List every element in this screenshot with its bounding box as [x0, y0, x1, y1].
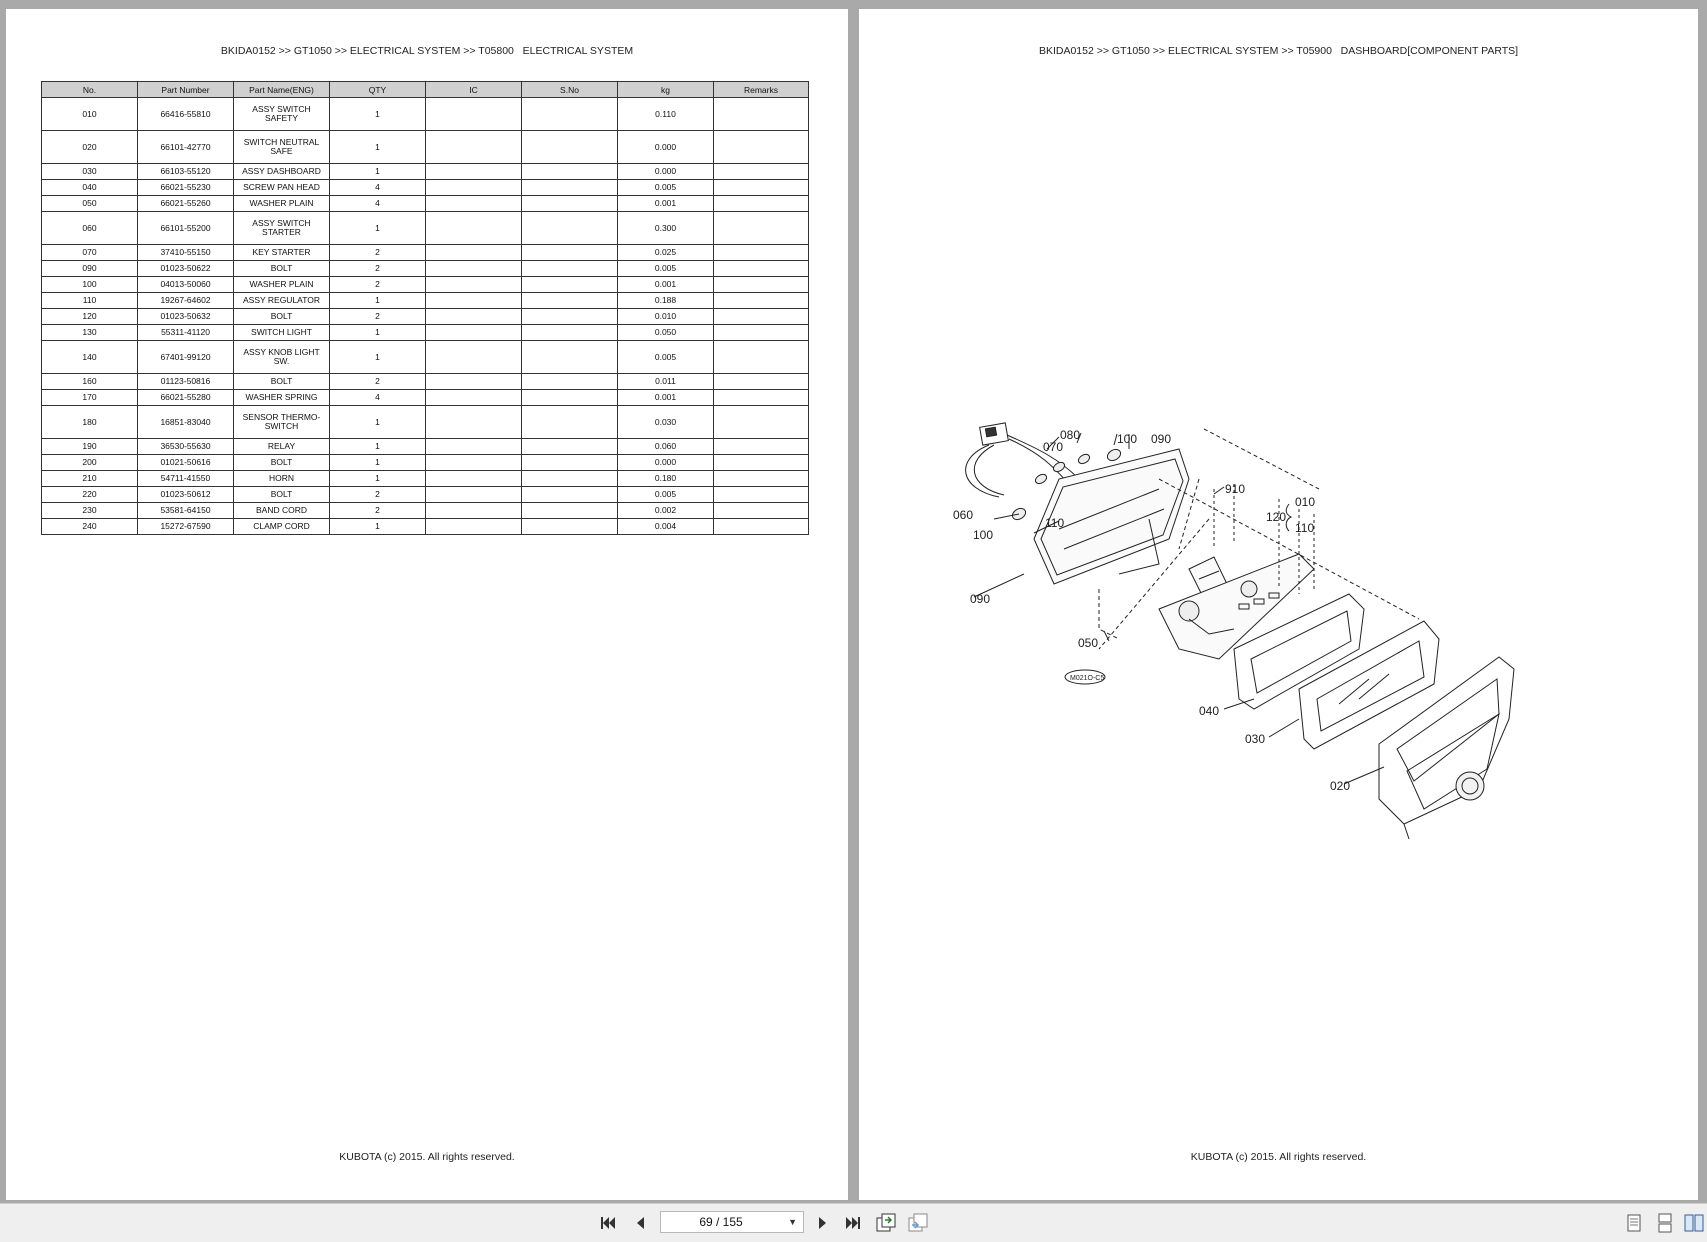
- parts-table: [41, 81, 809, 535]
- cell-ic: [426, 503, 522, 519]
- first-page-icon[interactable]: [597, 1212, 619, 1234]
- cell-no: 170: [42, 390, 138, 406]
- cell-kg: 0.000: [618, 455, 714, 471]
- cell-remarks: [714, 455, 809, 471]
- cell-qty: 1: [330, 519, 426, 535]
- cell-part: 01023-50622: [138, 261, 234, 277]
- cell-sno: [522, 519, 618, 535]
- cell-remarks: [714, 98, 809, 131]
- cell-kg: 0.300: [618, 212, 714, 245]
- table-row: [42, 325, 809, 341]
- cell-part: 15272-67590: [138, 519, 234, 535]
- cell-sno: [522, 439, 618, 455]
- next-page-icon[interactable]: [812, 1212, 834, 1234]
- cell-kg: 0.188: [618, 293, 714, 309]
- column-header: No.: [42, 82, 138, 98]
- cell-sno: [522, 212, 618, 245]
- cell-no: 070: [42, 245, 138, 261]
- cell-part: 01123-50816: [138, 374, 234, 390]
- callout-090-left: 090: [970, 592, 991, 606]
- callout-010: 010: [1295, 495, 1316, 509]
- cell-ic: [426, 519, 522, 535]
- cell-part: 66416-55810: [138, 98, 234, 131]
- single-page-view-icon[interactable]: [1623, 1212, 1645, 1234]
- cell-qty: 1: [330, 341, 426, 374]
- callout-040: 040: [1199, 704, 1220, 718]
- cell-remarks: [714, 471, 809, 487]
- table-header-row: [42, 82, 809, 98]
- cell-sno: [522, 293, 618, 309]
- right-footer: KUBOTA (c) 2015. All rights reserved.: [1190, 1151, 1367, 1163]
- cell-qty: 2: [330, 277, 426, 293]
- cell-part: 16851-83040: [138, 406, 234, 439]
- page-indicator: 69 / 155: [699, 1215, 743, 1229]
- cell-qty: 1: [330, 406, 426, 439]
- connector-block: [966, 423, 1009, 497]
- cell-sno: [522, 487, 618, 503]
- cell-sno: [522, 309, 618, 325]
- cell-qty: 2: [330, 309, 426, 325]
- cell-remarks: [714, 487, 809, 503]
- last-page-icon[interactable]: [842, 1212, 864, 1234]
- callout-100-left: 100: [973, 528, 994, 542]
- cell-no: 100: [42, 277, 138, 293]
- cell-remarks: [714, 309, 809, 325]
- cell-sno: [522, 164, 618, 180]
- column-header: S.No: [522, 82, 618, 98]
- cell-no: 210: [42, 471, 138, 487]
- cell-no: 230: [42, 503, 138, 519]
- table-row: [42, 390, 809, 406]
- cell-ic: [426, 196, 522, 212]
- table-row: [42, 261, 809, 277]
- cell-no: 050: [42, 196, 138, 212]
- chevron-down-icon[interactable]: ▼: [788, 1217, 797, 1227]
- table-row: [42, 503, 809, 519]
- cell-sno: [522, 180, 618, 196]
- cell-qty: 1: [330, 212, 426, 245]
- cell-remarks: [714, 277, 809, 293]
- cell-ic: [426, 439, 522, 455]
- cell-qty: 1: [330, 471, 426, 487]
- cell-name: SWITCH NEUTRAL SAFE: [234, 131, 330, 164]
- cell-ic: [426, 164, 522, 180]
- cell-kg: 0.110: [618, 98, 714, 131]
- right-breadcrumb: BKIDA0152 >> GT1050 >> ELECTRICAL SYSTEM >> T05900 DASHBOARD[COMPONENT PARTS]: [1038, 45, 1519, 57]
- cell-remarks: [714, 406, 809, 439]
- callout-020: 020: [1330, 779, 1351, 793]
- cell-part: 66021-55230: [138, 180, 234, 196]
- cell-qty: 1: [330, 98, 426, 131]
- two-page-view-icon[interactable]: [1683, 1212, 1705, 1234]
- cell-sno: [522, 390, 618, 406]
- cell-sno: [522, 325, 618, 341]
- cell-ic: [426, 131, 522, 164]
- viewer-toolbar: [0, 1203, 1707, 1242]
- grouping-brace: [1286, 504, 1291, 531]
- cell-qty: 1: [330, 325, 426, 341]
- cell-kg: 0.180: [618, 471, 714, 487]
- cell-kg: 0.000: [618, 131, 714, 164]
- cell-ic: [426, 487, 522, 503]
- cell-kg: 0.011: [618, 374, 714, 390]
- cell-part: 04013-50060: [138, 277, 234, 293]
- cell-ic: [426, 293, 522, 309]
- cell-part: 66101-42770: [138, 131, 234, 164]
- table-row: [42, 471, 809, 487]
- left-footer: KUBOTA (c) 2015. All rights reserved.: [339, 1151, 515, 1163]
- cell-no: 020: [42, 131, 138, 164]
- cell-ic: [426, 212, 522, 245]
- cell-kg: 0.001: [618, 196, 714, 212]
- cell-no: 130: [42, 325, 138, 341]
- cell-remarks: [714, 519, 809, 535]
- table-row: [42, 245, 809, 261]
- callout-110-group: 110: [1295, 521, 1315, 535]
- left-breadcrumb: BKIDA0152 >> GT1050 >> ELECTRICAL SYSTEM >> T05800 ELECTRICAL SYSTEM: [220, 45, 634, 57]
- cell-name: WASHER PLAIN: [234, 277, 330, 293]
- cell-name: SENSOR THERMO-SWITCH: [234, 406, 330, 439]
- cell-name: ASSY REGULATOR: [234, 293, 330, 309]
- cell-part: 55311-41120: [138, 325, 234, 341]
- cell-remarks: [714, 261, 809, 277]
- cell-ic: [426, 325, 522, 341]
- cell-ic: [426, 309, 522, 325]
- table-row: [42, 293, 809, 309]
- previous-page-icon[interactable]: [629, 1212, 651, 1234]
- cell-kg: 0.050: [618, 325, 714, 341]
- cell-kg: 0.001: [618, 390, 714, 406]
- table-row: [42, 374, 809, 390]
- cell-no: 010: [42, 98, 138, 131]
- cell-sno: [522, 98, 618, 131]
- cell-no: 220: [42, 487, 138, 503]
- cell-qty: 4: [330, 390, 426, 406]
- cell-remarks: [714, 374, 809, 390]
- cell-qty: 2: [330, 261, 426, 277]
- cell-sno: [522, 503, 618, 519]
- cell-qty: 1: [330, 293, 426, 309]
- cell-part: 01023-50612: [138, 487, 234, 503]
- cell-kg: 0.001: [618, 277, 714, 293]
- stamp-text: M021O-C5: [1070, 675, 1105, 682]
- table-row: [42, 406, 809, 439]
- cell-qty: 4: [330, 180, 426, 196]
- cell-ic: [426, 245, 522, 261]
- table-row: [42, 164, 809, 180]
- table-row: [42, 277, 809, 293]
- cell-no: 190: [42, 439, 138, 455]
- table-row: [42, 196, 809, 212]
- cell-ic: [426, 341, 522, 374]
- table-row: [42, 341, 809, 374]
- cell-ic: [426, 406, 522, 439]
- cell-sno: [522, 277, 618, 293]
- cell-no: 110: [42, 293, 138, 309]
- cell-part: 19267-64602: [138, 293, 234, 309]
- callout-100-top: 100: [1117, 432, 1138, 446]
- cell-remarks: [714, 164, 809, 180]
- cell-sno: [522, 196, 618, 212]
- cell-name: CLAMP CORD: [234, 519, 330, 535]
- callout-110: 110: [1045, 516, 1065, 530]
- cell-name: BOLT: [234, 261, 330, 277]
- cell-name: BOLT: [234, 309, 330, 325]
- cell-qty: 1: [330, 164, 426, 180]
- fit-width-icon[interactable]: [875, 1212, 897, 1234]
- cell-no: 160: [42, 374, 138, 390]
- cell-name: BOLT: [234, 455, 330, 471]
- page-number-field[interactable]: [660, 1211, 804, 1233]
- callout-120: 120: [1266, 510, 1287, 524]
- continuous-view-icon[interactable]: [1654, 1212, 1676, 1234]
- cell-sno: [522, 374, 618, 390]
- table-row: [42, 180, 809, 196]
- cell-part: 66021-55280: [138, 390, 234, 406]
- cell-no: 140: [42, 341, 138, 374]
- cell-ic: [426, 390, 522, 406]
- cell-ic: [426, 98, 522, 131]
- right-page: [859, 9, 1698, 1200]
- cell-kg: 0.030: [618, 406, 714, 439]
- callout-030: 030: [1245, 732, 1266, 746]
- column-header: kg: [618, 82, 714, 98]
- cell-ic: [426, 277, 522, 293]
- cell-ic: [426, 455, 522, 471]
- cell-part: 66021-55260: [138, 196, 234, 212]
- callout-080: 080: [1060, 428, 1081, 442]
- cell-kg: 0.002: [618, 503, 714, 519]
- cell-kg: 0.005: [618, 261, 714, 277]
- callout-060: 060: [953, 508, 974, 522]
- cell-part: 66103-55120: [138, 164, 234, 180]
- cell-no: 060: [42, 212, 138, 245]
- callout-070: 070: [1043, 440, 1064, 454]
- cell-ic: [426, 374, 522, 390]
- column-header: Remarks: [714, 82, 809, 98]
- cell-no: 120: [42, 309, 138, 325]
- cell-name: RELAY: [234, 439, 330, 455]
- cell-remarks: [714, 325, 809, 341]
- fit-page-icon[interactable]: [907, 1212, 929, 1234]
- cell-kg: 0.004: [618, 519, 714, 535]
- cell-name: ASSY KNOB LIGHT SW.: [234, 341, 330, 374]
- cell-ic: [426, 471, 522, 487]
- cell-qty: 1: [330, 439, 426, 455]
- cell-part: 54711-41550: [138, 471, 234, 487]
- cell-part: 01023-50632: [138, 309, 234, 325]
- cell-qty: 1: [330, 455, 426, 471]
- column-header: QTY: [330, 82, 426, 98]
- cell-kg: 0.005: [618, 487, 714, 503]
- cell-name: ASSY SWITCH SAFETY: [234, 98, 330, 131]
- table-row: [42, 212, 809, 245]
- cell-qty: 2: [330, 374, 426, 390]
- table-row: [42, 309, 809, 325]
- cell-part: 53581-64150: [138, 503, 234, 519]
- cell-remarks: [714, 503, 809, 519]
- cell-no: 090: [42, 261, 138, 277]
- cell-name: SWITCH LIGHT: [234, 325, 330, 341]
- cell-remarks: [714, 180, 809, 196]
- cell-sno: [522, 471, 618, 487]
- cell-sno: [522, 245, 618, 261]
- cell-remarks: [714, 341, 809, 374]
- cell-remarks: [714, 293, 809, 309]
- exploded-parts-diagram: [859, 9, 1698, 1200]
- cell-name: ASSY DASHBOARD: [234, 164, 330, 180]
- callout-910: 910: [1225, 482, 1246, 496]
- cell-ic: [426, 180, 522, 196]
- cell-no: 240: [42, 519, 138, 535]
- cell-no: 030: [42, 164, 138, 180]
- cell-name: SCREW PAN HEAD: [234, 180, 330, 196]
- table-row: [42, 455, 809, 471]
- column-header: Part Number: [138, 82, 234, 98]
- cell-name: BOLT: [234, 374, 330, 390]
- cell-kg: 0.060: [618, 439, 714, 455]
- cell-name: WASHER PLAIN: [234, 196, 330, 212]
- cell-kg: 0.010: [618, 309, 714, 325]
- cell-remarks: [714, 212, 809, 245]
- cell-sno: [522, 455, 618, 471]
- cell-sno: [522, 406, 618, 439]
- cell-part: 01021-50616: [138, 455, 234, 471]
- cell-kg: 0.000: [618, 164, 714, 180]
- cell-qty: 1: [330, 131, 426, 164]
- cell-name: BOLT: [234, 487, 330, 503]
- table-row: [42, 487, 809, 503]
- table-row: [42, 439, 809, 455]
- cell-ic: [426, 261, 522, 277]
- cell-remarks: [714, 390, 809, 406]
- cell-no: 180: [42, 406, 138, 439]
- cell-sno: [522, 341, 618, 374]
- cell-part: 36530-55630: [138, 439, 234, 455]
- cell-name: ASSY SWITCH STARTER: [234, 212, 330, 245]
- cell-qty: 2: [330, 487, 426, 503]
- cell-remarks: [714, 439, 809, 455]
- cell-sno: [522, 131, 618, 164]
- cell-remarks: [714, 131, 809, 164]
- cell-part: 66101-55200: [138, 212, 234, 245]
- cell-qty: 2: [330, 503, 426, 519]
- table-body: [42, 98, 809, 535]
- cell-part: 37410-55150: [138, 245, 234, 261]
- cell-qty: 2: [330, 245, 426, 261]
- cell-remarks: [714, 196, 809, 212]
- cell-kg: 0.005: [618, 341, 714, 374]
- cell-part: 67401-99120: [138, 341, 234, 374]
- table-row: [42, 519, 809, 535]
- cell-name: KEY STARTER: [234, 245, 330, 261]
- cell-remarks: [714, 245, 809, 261]
- callout-090-top: 090: [1151, 432, 1172, 446]
- column-header: IC: [426, 82, 522, 98]
- cell-name: WASHER SPRING: [234, 390, 330, 406]
- cell-name: BAND CORD: [234, 503, 330, 519]
- cell-sno: [522, 261, 618, 277]
- cell-no: 040: [42, 180, 138, 196]
- cell-qty: 4: [330, 196, 426, 212]
- callout-050: 050: [1078, 636, 1099, 650]
- left-page: [6, 9, 848, 1200]
- cell-name: HORN: [234, 471, 330, 487]
- cell-kg: 0.005: [618, 180, 714, 196]
- cell-no: 200: [42, 455, 138, 471]
- cell-kg: 0.025: [618, 245, 714, 261]
- column-header: Part Name(ENG): [234, 82, 330, 98]
- table-row: [42, 98, 809, 131]
- table-row: [42, 131, 809, 164]
